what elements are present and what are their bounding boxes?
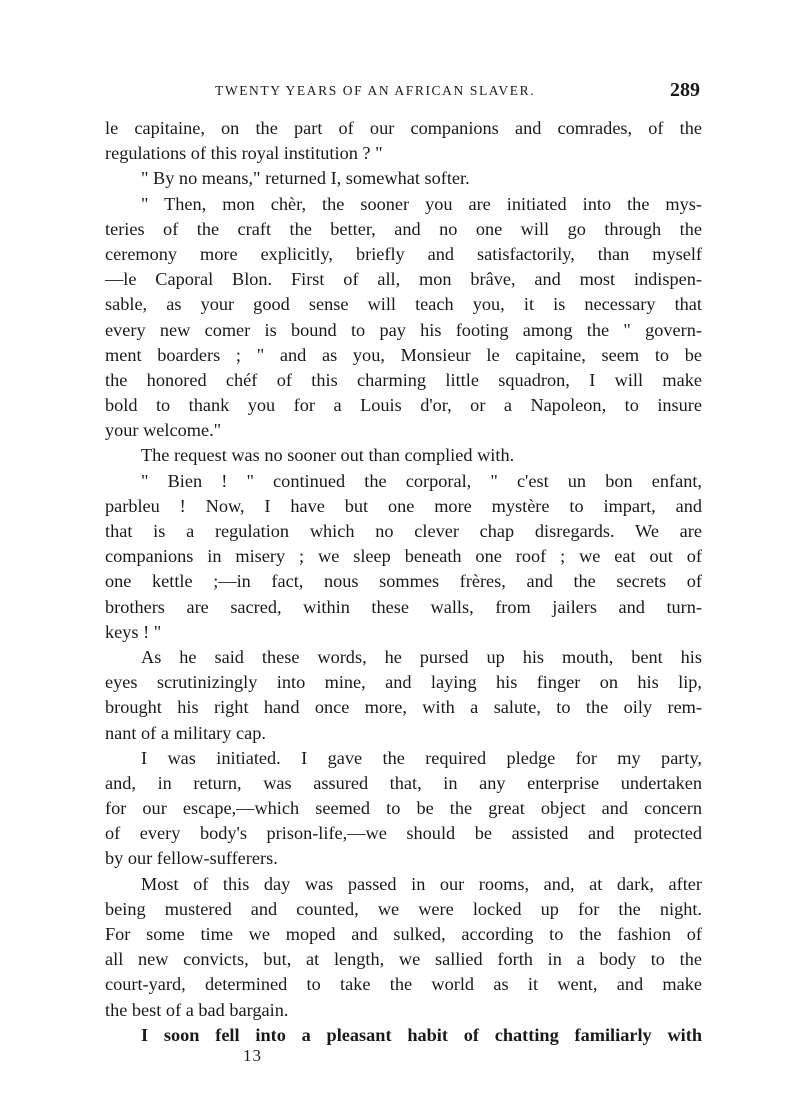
text-line: all new convicts, but, at length, we sallied forth in a body to the (105, 949, 702, 970)
page-number: 289 (670, 79, 700, 101)
text-line: teries of the craft the better, and no one will go through the (105, 218, 702, 239)
text-line: nant of a military cap. (105, 722, 266, 743)
text-line: " Then, mon chèr, the sooner you are initiated into the mys- (141, 193, 702, 214)
signature-mark: 13 (243, 1046, 262, 1065)
text-line: —le Caporal Blon. First of all, mon brâve, and most indispen- (105, 269, 702, 290)
text-line: For some time we moped and sulked, according to the fashion of (105, 924, 702, 944)
running-head (105, 79, 702, 105)
text-line: for our escape,—which seemed to be the great object and concern (105, 798, 702, 819)
text-line: parbleu ! Now, I have but one more mystère to impart, and (105, 495, 702, 516)
text-line: regulations of this royal institution ? " (105, 143, 383, 164)
text-line: that is a regulation which no clever chap disregards. We are (105, 521, 702, 541)
text-line: companions in misery ; we sleep beneath one roof ; we eat out of (105, 546, 702, 567)
text-line: brought his right hand once more, with a salute, to the oily rem- (105, 697, 702, 718)
text-line: bold to thank you for a Louis d'or, or a Napoleon, to insure (105, 395, 702, 416)
text-line: " By no means," returned I, somewhat softer. (141, 168, 470, 189)
text-line: court-yard, determined to take the world as it went, and make (105, 974, 702, 995)
text-line: sable, as your good sense will teach you, it is necessary that (105, 294, 702, 315)
text-line: I was initiated. I gave the required pledge for my party, (141, 747, 702, 768)
text-line: keys ! " (105, 621, 162, 642)
text-line: le capitaine, on the part of our companions and comrades, of the (105, 118, 702, 138)
text-line: being mustered and counted, we were locked up for the night. (105, 898, 702, 919)
text-line: the best of a bad bargain. (105, 999, 289, 1020)
text-line: ceremony more explicitly, briefly and satisfactorily, than myself (105, 243, 702, 264)
running-title: TWENTY YEARS OF AN AFRICAN SLAVER. (215, 83, 536, 98)
text-line: ment boarders ; " and as you, Monsieur le capitaine, seem to be (105, 344, 702, 365)
text-line: one kettle ;—in fact, nous sommes frères, and the secrets of (105, 571, 702, 592)
text-line: I soon fell into a pleasant habit of chatting familiarly with (141, 1024, 702, 1045)
text-line: the honored chéf of this charming little squadron, I will make (105, 369, 702, 390)
text-line: Most of this day was passed in our rooms, and, at dark, after (141, 873, 702, 894)
text-line: every new comer is bound to pay his footing among the " govern- (105, 319, 702, 340)
text-line: eyes scrutinizingly into mine, and laying his finger on his lip, (105, 672, 702, 693)
text-line: As he said these words, he pursed up his mouth, bent his (141, 646, 702, 667)
text-line: your welcome." (105, 420, 222, 441)
text-line: of every body's prison-life,—we should be assisted and protected (105, 823, 702, 844)
text-line: " Bien ! " continued the corporal, " c'est un bon enfant, (141, 470, 702, 491)
body-text (105, 116, 702, 1048)
text-line: by our fellow-sufferers. (105, 848, 278, 869)
text-line: and, in return, was assured that, in any enterprise undertaken (105, 772, 702, 793)
text-line: The request was no sooner out than complied with. (141, 445, 515, 466)
text-line: brothers are sacred, within these walls, from jailers and turn- (105, 596, 702, 617)
